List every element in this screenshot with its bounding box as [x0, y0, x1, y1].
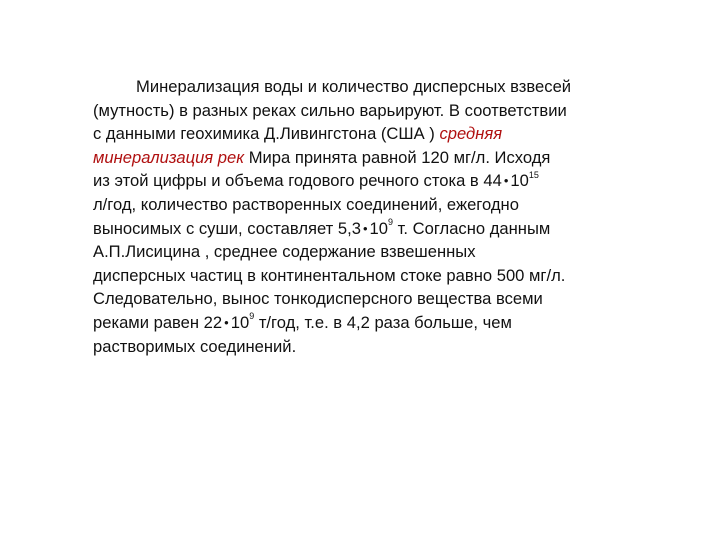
text-line: [93, 75, 633, 99]
number-value: 10: [510, 171, 529, 191]
text-line: [93, 335, 633, 359]
multiply-symbol: •: [224, 314, 229, 330]
exponent: 15: [528, 169, 539, 180]
text-segment: Следовательно, вынос тонкодисперсного вещества всеми: [93, 289, 543, 309]
highlight-text: средняя: [439, 124, 503, 144]
text-segment: т/год, т.е. в: [254, 312, 343, 332]
text-line: [93, 193, 633, 217]
text-line: [93, 240, 633, 264]
text-segment: выносимых с суши, составляет 5,3: [93, 218, 361, 238]
multiply-symbol: •: [362, 220, 368, 236]
text-line: [93, 169, 633, 193]
number-value: 44: [483, 171, 502, 191]
number-value: 10: [369, 218, 388, 238]
text-segment: Мира принята равной 120 мг/л. Исходя: [248, 147, 551, 167]
text-line: [93, 217, 633, 241]
text-segment: реками равен 22: [93, 312, 223, 332]
text-segment: растворимых соединений.: [93, 336, 297, 356]
text-segment: с данными геохимика Д.Ливингстона (США ): [93, 124, 435, 144]
text-segment: (мутность) в разных реках сильно варьируют. В соответствии: [93, 100, 567, 120]
text-segment: раза больше, чем: [369, 312, 512, 332]
number-value: 4,2: [346, 312, 370, 332]
number-value: 10: [230, 312, 250, 332]
text-segment: из этой цифры и объема годового речного стока в: [93, 171, 479, 191]
text-segment: А.П.Лисицина , среднее содержание взвешенных: [93, 242, 476, 262]
highlight-text: минерализация рек: [93, 147, 245, 167]
text-segment: Минерализация воды и количество дисперсных взвесей: [136, 77, 572, 96]
text-line: [93, 146, 633, 170]
text-line: [93, 311, 633, 335]
exponent: 9: [388, 217, 394, 228]
text-line: [93, 264, 633, 288]
text-line: [93, 122, 633, 146]
text-line: [93, 287, 633, 311]
text-line: [93, 99, 633, 123]
text-segment: л/год, количество растворенных соединений, ежегодно: [93, 194, 519, 214]
text-segment: дисперсных частиц в континентальном стоке равно 500 мг/л.: [93, 265, 566, 285]
text-segment: т. Согласно данным: [393, 218, 551, 238]
multiply-symbol: •: [503, 173, 509, 189]
main-paragraph: [93, 75, 633, 358]
exponent: 9: [249, 311, 255, 322]
